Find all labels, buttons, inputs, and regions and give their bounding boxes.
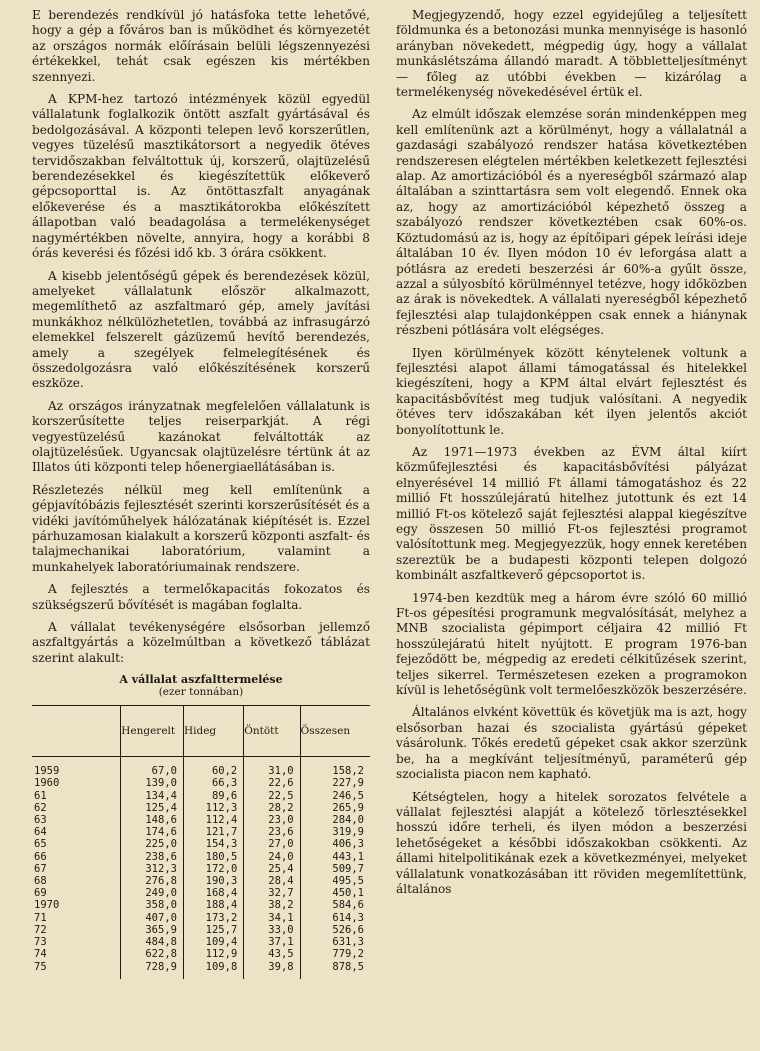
- table-row: [32, 802, 370, 814]
- table-cell: [244, 973, 300, 979]
- table-cell: 65: [34, 838, 47, 851]
- production-table: [32, 705, 370, 978]
- table-cell: 225,0: [121, 838, 184, 850]
- table-cell: 450,1: [300, 887, 370, 899]
- table-cell: 61: [34, 789, 47, 802]
- paragraph: 1974-ben kezdtük meg a három évre szóló 60 millió Ft-os gépesítési programunk megvalósítását, melyhez a MNB szocialista gépimport céljaira 42 millió Ft hosszúlejáratú hitelt nyújtott. E program 1976-ban fejeződött be, mégpedig az eredeti célkitűzések szerint, teljes sikerrel. Természetesen ezeken a programokon kívül is lehetőségünk volt termelőeszközök beszerzésére.: [396, 590, 747, 698]
- table-cell: 25,4: [244, 863, 300, 875]
- table-cell: 631,3: [300, 936, 370, 948]
- table-row: [32, 887, 370, 899]
- table-cell: 148,6: [121, 814, 184, 826]
- paragraph: E berendezés rendkívül jó hatásfoka tette lehetővé, hogy a gép a főváros ban is működhet és környezetét az országos normák előírásain belüli légszennyezési értékekkel, tehát csak egészen kis mértékben szennyezi.: [32, 8, 370, 84]
- table-cell: 27,0: [244, 838, 300, 850]
- paragraph: Megjegyzendő, hogy ezzel egyidejűleg a teljesített földmunka és a betonozási munka mennyisége is hasonló arányban növekedett, mégpedig úgy, hogy a vállalat munkáslétszáma állandó maradt. A többletteljesítményt — főleg az utóbbi években — kizárólag a termelékenység növekedésével értük el.: [396, 8, 747, 100]
- table-cell: 23,6: [244, 826, 300, 838]
- table-cell: 180,5: [183, 851, 243, 863]
- table-cell: 112,3: [183, 802, 243, 814]
- table-row: [32, 936, 370, 948]
- table-cell: 249,0: [121, 887, 184, 899]
- paragraph: Általános elvként követtük és követjük ma is azt, hogy elsősorban hazai és szocialista gyártású gépeket vásárolunk. Tőkés eredetű gépeket csak akkor szerzünk be, ha a megkívánt teljesítményű, paraméterű gép szocialista piacon nem kapható.: [396, 705, 747, 782]
- table-cell: 22,5: [244, 790, 300, 802]
- table-cell: 172,0: [183, 863, 243, 875]
- table-cell: 64: [34, 826, 47, 839]
- header-cell-hideg: Hideg: [183, 706, 243, 757]
- table-cell: 112,4: [183, 814, 243, 826]
- table-cell: 728,9: [121, 961, 184, 973]
- table-cell: 28,2: [244, 802, 300, 814]
- table-cell: 31,0: [244, 757, 300, 778]
- table-cell: 66: [34, 850, 47, 863]
- table-row: [32, 948, 370, 960]
- table-cell: 74: [34, 948, 47, 961]
- paragraph: A kisebb jelentőségű gépek és berendezések közül, amelyeket vállalatunk először alkalmazott, megemlíthető az aszfaltmaró gép, amely javítási munkákhoz nélkülözhetetlen, továbbá az infrasugárzó elemekkel felszerelt gázüzemű hevítő berendezés, amely a szegélyek felmelegítésének és összedolgozásra való előkészítésének korszerű eszköze.: [32, 268, 370, 391]
- table-cell: 443,1: [300, 851, 370, 863]
- table-cell: 584,6: [300, 899, 370, 911]
- table-cell: 75: [34, 960, 47, 973]
- table-row: [32, 790, 370, 802]
- table-cell: [183, 973, 243, 979]
- table-cell: 509,7: [300, 863, 370, 875]
- table-cell: 190,3: [183, 875, 243, 887]
- table-row: [32, 826, 370, 838]
- left-column: [32, 8, 370, 979]
- table-cell: 109,8: [183, 961, 243, 973]
- table-cell: 34,1: [244, 912, 300, 924]
- header-cell-osszesen: Összesen: [300, 706, 370, 757]
- table-cell: 168,4: [183, 887, 243, 899]
- table-cell: 526,6: [300, 924, 370, 936]
- table-cell: 67: [34, 862, 47, 875]
- table-cell: 407,0: [121, 912, 184, 924]
- header-cell-hengerelt: Hengerelt: [121, 706, 184, 757]
- table-cell: 23,0: [244, 814, 300, 826]
- table-cell: 38,2: [244, 899, 300, 911]
- table-cell: 227,9: [300, 777, 370, 789]
- table-subtitle: (ezer tonnában): [158, 686, 244, 699]
- table-header-row: [32, 706, 370, 757]
- table-row: [32, 814, 370, 826]
- table-cell: 68: [34, 875, 47, 888]
- table-cell: 43,5: [244, 948, 300, 960]
- paragraph: A KPM-hez tartozó intézmények közül egyedül vállalatunk foglalkozik öntött aszfalt gyártásával és bedolgozásával. A központi telepen levő korszerűtlen, vegyes tüzelésű masztikátorsort a negyedik ötéves tervidőszakban felváltottuk új, korszerű, olajtüzelésű berendezésekkel és kiegészítettük előkeverő gépcsoporttal is. Az öntöttaszfalt anyagának előkeverése és a masztikátorokba előkészített állapotban való beadagolása a termelékenységet nagymértékben növelte, annyira, hogy a korábbi 8 órás keverési és főzési idő kb. 3 órára csökkent.: [32, 92, 370, 261]
- table-cell: [121, 973, 184, 979]
- table-row: [32, 899, 370, 911]
- table-cell: 62: [34, 801, 47, 814]
- table-cell: 779,2: [300, 948, 370, 960]
- table-cell: 174,6: [121, 826, 184, 838]
- paragraph: Az 1971—1973 években az ÉVM által kiírt közműfejlesztési és kapacitásbővítési pályázat elnyerésével 14 millió Ft állami támogatáshoz és 22 millió Ft hosszúlejáratú hitelhez jutottunk és ezt 14 millió Ft-os kötelező saját fejlesztési alappal kiegészítve egy összesen 50 millió Ft-os fejlesztési programot valósítottunk meg. Megjegyezzük, hogy ennek keretében szereztük be a budapesti központi telepen dolgozó kombinált aszfaltkeverő gépcsoportot is.: [396, 444, 747, 583]
- table-cell: 67,0: [121, 757, 184, 778]
- table-cell: 406,3: [300, 838, 370, 850]
- table-row: [32, 838, 370, 850]
- table-cell: 33,0: [244, 924, 300, 936]
- table-row: [32, 961, 370, 973]
- table-cell: 139,0: [121, 777, 184, 789]
- table-body: [32, 757, 370, 979]
- table-row: [32, 851, 370, 863]
- table-cell: 495,5: [300, 875, 370, 887]
- table-cell: 32,7: [244, 887, 300, 899]
- table-cell: 37,1: [244, 936, 300, 948]
- table-row: [32, 777, 370, 789]
- table-title: A vállalat aszfalttermelése: [119, 673, 283, 687]
- header-cell-ontott: Öntött: [244, 706, 300, 757]
- table-cell: 265,9: [300, 802, 370, 814]
- table-cell: 878,5: [300, 961, 370, 973]
- table-row: [32, 875, 370, 887]
- table-cell: 188,4: [183, 899, 243, 911]
- table-cell: 276,8: [121, 875, 184, 887]
- table-cell: [32, 973, 121, 979]
- table-cell: 39,8: [244, 961, 300, 973]
- paragraph: Az országos irányzatnak megfelelően vállalatunk is korszerűsítette teljes reiserparkját. A régi vegyestüzelésű kazánokat felváltották az olajtüzelésűek. Ugyancsak olajtüzelésre tértünk át az Illatos úti központi telep hőenergiaellátásában is.: [32, 398, 370, 475]
- table-cell: 66,3: [183, 777, 243, 789]
- paragraph: Kétségtelen, hogy a hitelek sorozatos felvétele a vállalat fejlesztési alapját a kötelező törlesztésekkel hosszú időre terheli, és ilyen módon a beszerzési lehetőségeket a későbbi időszakokban csökkenti. Az állami hitelpolitikának ezek a következményei, melyeket vállalatunk vonatkozásában itt röviden megemlítettünk, általános: [396, 789, 747, 896]
- table-cell: 121,7: [183, 826, 243, 838]
- table-cell: 154,3: [183, 838, 243, 850]
- table-cell: 112,9: [183, 948, 243, 960]
- table-bottom-spacer: [32, 973, 370, 979]
- table-cell: [300, 973, 370, 979]
- table-cell: 365,9: [121, 924, 184, 936]
- paragraph: A vállalat tevékenységére elsősorban jellemző aszfaltgyártás a közelmúltban a következő táblázat szerint alakult:: [32, 620, 370, 665]
- table-row: [32, 924, 370, 936]
- paragraph: A fejlesztés a termelőkapacitás fokozatos és szükségszerű bővítését is magában foglalta.: [32, 582, 370, 612]
- table-cell: 125,7: [183, 924, 243, 936]
- table-cell: 358,0: [121, 899, 184, 911]
- table-cell: 125,4: [121, 802, 184, 814]
- table-cell: 72: [34, 923, 47, 936]
- table-cell: 622,8: [121, 948, 184, 960]
- table-cell: 319,9: [300, 826, 370, 838]
- table-cell: 1970: [34, 899, 60, 912]
- table-cell: 109,4: [183, 936, 243, 948]
- table-cell: 22,6: [244, 777, 300, 789]
- table-cell: 158,2: [300, 757, 370, 778]
- table-cell: 246,5: [300, 790, 370, 802]
- table-cell: 69: [34, 887, 47, 900]
- table-cell: 238,6: [121, 851, 184, 863]
- table-row: [32, 912, 370, 924]
- table-cell: 173,2: [183, 912, 243, 924]
- table-cell: 60,2: [183, 757, 243, 778]
- table-cell: 24,0: [244, 851, 300, 863]
- table-cell: 312,3: [121, 863, 184, 875]
- paragraph: Részletezés nélkül meg kell említenünk a gépjavítóbázis fejlesztését szerinti korszerűsítését és a vidéki javítóműhelyek hálózatának kiépítését is. Ezzel párhuzamosan kialakult a korszerű központi aszfalt- és talajmechanikai laboratórium, valamint a munkahelyek laboratóriumainak rendszere.: [32, 482, 370, 574]
- table-cell: 614,3: [300, 912, 370, 924]
- table-row: [32, 757, 370, 778]
- table-cell: 1960: [34, 777, 60, 790]
- table-cell: 73: [34, 936, 47, 949]
- paragraph: Az elmúlt időszak elemzése során mindenképpen meg kell említenünk azt a körülményt, hogy a vállalatnál a gazdasági szabályozó rendszer hatása következtében rendszeresen elégtelen mértékben keletkezett fejlesztési alap. Az amortizációból és a nyereségből származó alap általában a szinttartásra sem volt elegendő. Ennek oka az, hogy az amortizációból képezhető összeg a szabályozó rendszer következtében csak 60%-os. Köztudomású az is, hogy az építőipari gépek leírási ideje általában 10 év. Ilyen módon 10 év leforgása alatt a pótlásra az eredeti beszerzési ár 60%-a gyűlt össze, azzal a súlyosbító körülménnyel tetézve, hogy időközben az árak is növekedtek. A vállalati nyereségből képezhető fejlesztési alap tulajdonképpen csak ennek a hiánynak részbeni pótlására volt elégséges.: [396, 107, 747, 338]
- paragraph: Ilyen körülmények között kénytelenek voltunk a fejlesztési alapot állami támogatással és hitelekkel kiegészíteni, hogy a KPM által elvárt fejlesztést és kapacitásbővítést meg tudjuk valósítani. A negyedik ötéves terv időszakában két ilyen jelentős akciót bonyolítottunk le.: [396, 345, 747, 437]
- right-column: [396, 8, 747, 904]
- table-cell: 134,4: [121, 790, 184, 802]
- table-cell: 71: [34, 911, 47, 924]
- header-cell-year: [32, 706, 121, 757]
- table-cell: 484,8: [121, 936, 184, 948]
- table-cell: 63: [34, 814, 47, 827]
- table-row: [32, 863, 370, 875]
- table-cell: 1959: [34, 765, 60, 778]
- table-cell: 28,4: [244, 875, 300, 887]
- table-cell: 284,0: [300, 814, 370, 826]
- table-cell: 89,6: [183, 790, 243, 802]
